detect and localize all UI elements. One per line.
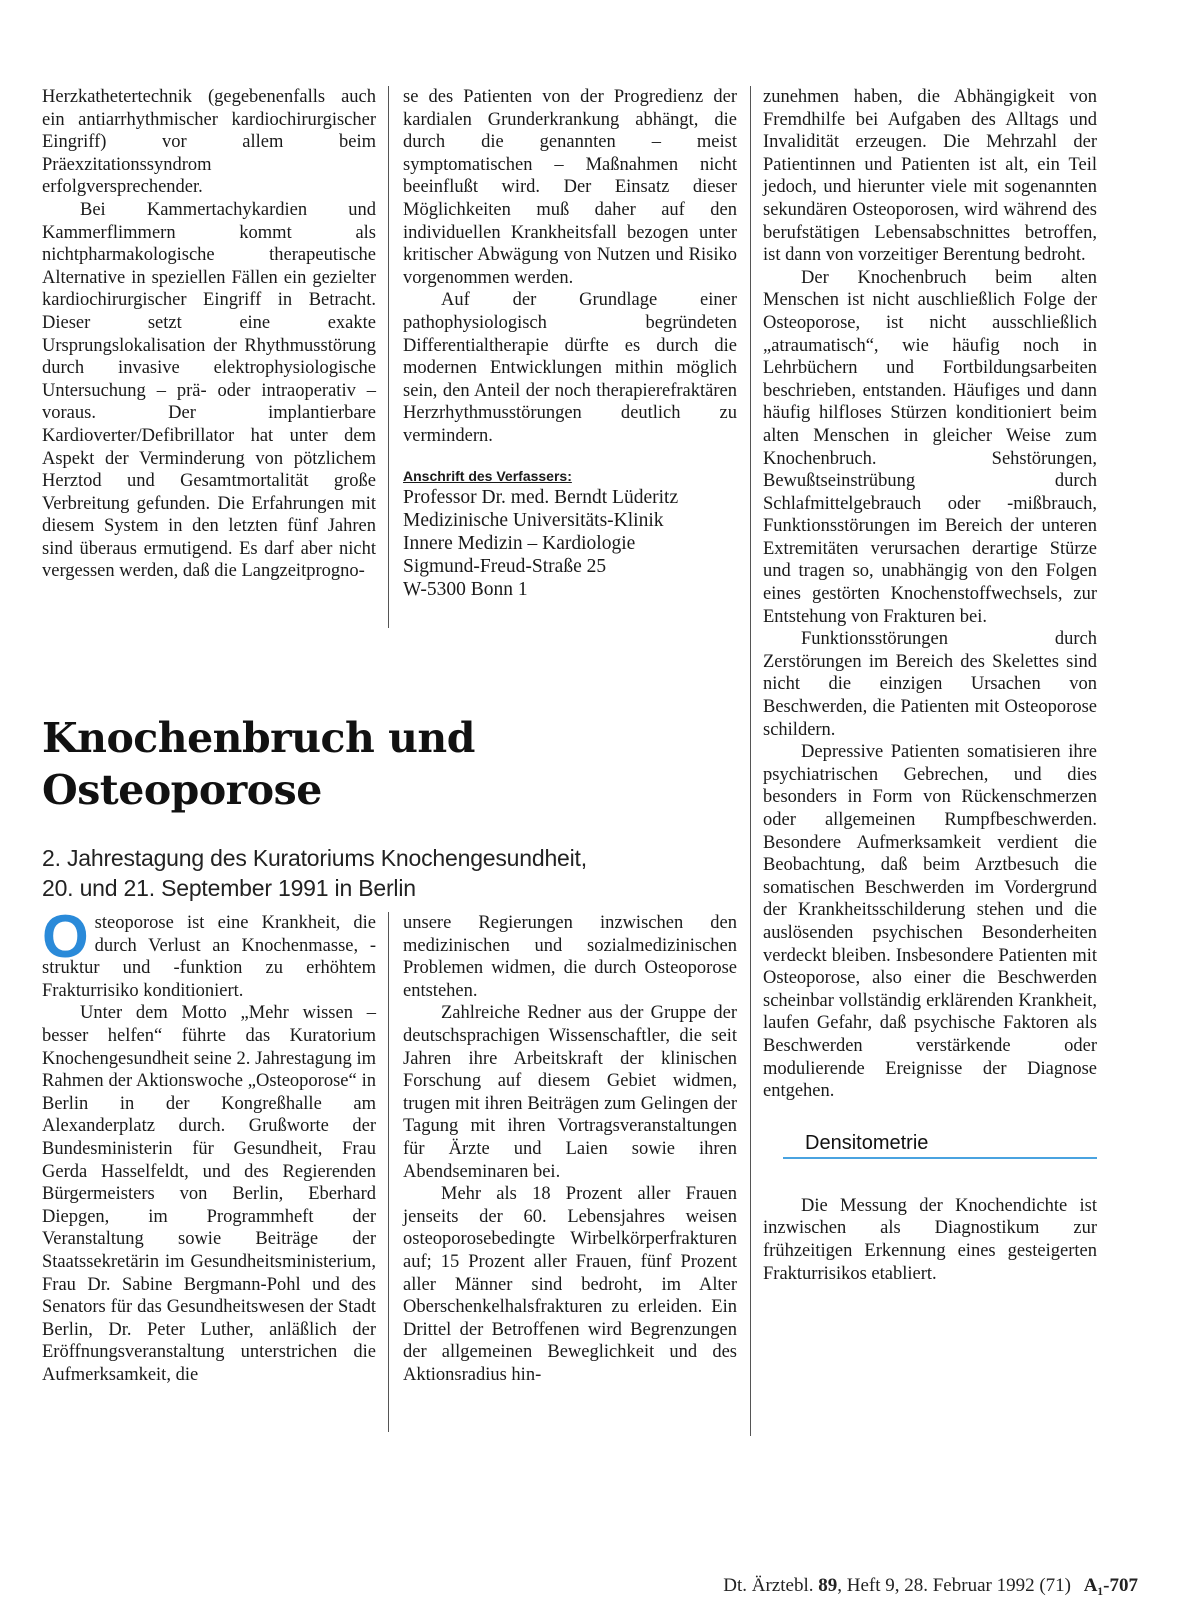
column-3 — [763, 86, 1097, 1285]
paragraph: Unter dem Motto „Mehr wissen – besser helfen“ führte das Kuratorium Knochengesundheit seine 2. Jahrestagung im Rahmen der Aktionswoche „Osteoporose“ in Berlin in der Kongreßhalle am Alexanderplatz durch. Grußworte der Bundesministerin für Gesundheit, Frau Gerda Hasselfeldt, und des Regierenden Bürgermeisters von Berlin, Eberhard Diepgen, im Programmheft der Veranstaltung sowie Beiträge der Staatssekretärin im Gesundheitsministerium, Frau Dr. Sabine Bergmann-Pohl und des Senators für das Gesundheitswesen der Stadt Berlin, Dr. Peter Luther, anläßlich der Eröffnungsveranstaltung unterstrichen die Aufmerksamkeit, die — [42, 1003, 376, 1385]
column-rule — [388, 912, 389, 1432]
subheadline-line: 2. Jahrestagung des Kuratoriums Knochengesundheit, — [42, 845, 587, 871]
paragraph: zunehmen haben, die Abhängigkeit von Fremdhilfe bei Aufgaben des Alltags und Invalidität erzeugen. Die Mehrzahl der Patientinnen und Patienten ist alt, ein Teil jedoch, und hierunter viele mit sogenannten sekundären Osteoporosen, wird während des berufstätigen Lebensabschnittes betroffen, ist dann von vorzeitiger Berentung bedroht. — [763, 87, 1097, 266]
paragraph: Depressive Patienten somatisieren ihre psychiatrischen Gebrechen, und dies besonders in Form von Rückenschmerzen oder allgemeinen Rumpfbeschwerden. Besondere Aufmerksamkeit verdient die Beobachtung, daß beim Arztbesuch die somatischen Beschwerden im Vordergrund der Krankheitsschilderung stehen und die auslösenden psychischen Besonderheiten verdeckt bleiben. Insbesondere Patienten mit Osteoporose, also einer die Beschwerden scheinbar vollständig erklärenden Krankheit, laufen Gefahr, daß psychische Faktoren als Beschwerden verstärkende oder modulierende Ereignisse der Diagnose entgehen. — [763, 742, 1097, 1102]
column-2-top — [403, 86, 737, 601]
journal-volume: 89 — [818, 1575, 838, 1596]
column-1-bottom — [42, 903, 376, 1386]
journal-name: Dt. Ärztebl. — [723, 1575, 814, 1596]
paragraph: Herzkathetertechnik (gegebenenfalls auch ein antiarrhythmischer kardiochirurgischer Eingriff) vor allem beim Präexzitationssyndrom erfolgversprechender. — [42, 87, 376, 198]
author-address — [403, 466, 737, 601]
paragraph: Auf der Grundlage einer pathophysiologisch begründeten Differentialtherapie dürfte es durch die modernen Entwicklungen mithin möglich sein, den Anteil der noch therapierefraktären Herzrhythmusstörungen deutlich zu vermindern. — [403, 290, 737, 446]
headline-line: Osteoporose — [42, 766, 322, 814]
address-line: Sigmund-Freud-Straße 25 — [403, 555, 607, 577]
paragraph: se des Patienten von der Progredienz der kardialen Grunderkrankung abhängt, die durch die genannten – meist symptomatischen – Maßnahmen nicht beeinflußt wird. Der Einsatz dieser Möglichkeiten muß daher auf den individuellen Krankheitsfall bezogen unter kritischer Abwägung von Nutzen und Risiko vorgenommen werden. — [403, 87, 737, 288]
journal-issue: , Heft 9, 28. Februar 1992 (71) — [837, 1575, 1071, 1596]
headline-line: Knochenbruch und — [42, 714, 475, 762]
paragraph: Die Messung der Knochendichte ist inzwischen als Diagnostikum zur frühzeitigen Erkennung eines gesteigerten Frakturrisikos etabliert. — [763, 1195, 1097, 1284]
subheadline-line: 20. und 21. September 1991 in Berlin — [42, 875, 416, 901]
paragraph: unsere Regierungen inzwischen den medizinischen und sozialmedizinischen Problemen widmen, die durch Osteoporose entstehen. — [403, 913, 737, 1001]
paragraph: Bei Kammertachykardien und Kammerflimmern kommt als nichtpharmakologische therapeutische Alternative in speziellen Fällen ein gezielter kardiochirurgischer Eingriff in Betracht. Dieser setzt eine exakte Ursprungslokalisation der Rhythmusstörung durch invasive elektrophysiologische Untersuchung – prä- oder intraoperativ – voraus. Der implantierbare Kardioverter/Defibrillator hat unter dem Aspekt der Verminderung von pötzlichem Herztod und Gesamtmortalität große Verbreitung gefunden. Die Erfahrungen mit diesem System in den letzten fünf Jahren sind überaus ermutigend. Es darf aber nicht vergessen werden, daß die Langzeitprogno- — [42, 199, 376, 582]
article-subheadline — [42, 843, 587, 903]
column-1-top — [42, 86, 376, 583]
address-label: Anschrift des Verfassers: — [403, 467, 572, 484]
column-rule — [388, 86, 389, 628]
paragraph: Zahlreiche Redner aus der Gruppe der deutschsprachigen Wissenschaftler, die seit Jahren ihre Arbeitskraft der klinischen Forschung auf diesem Gebiet widmen, trugen mit ihren Beiträgen zum Gelingen der Tagung mit ihren Vortragsveranstaltungen für Ärzte und Laien sowie ihren Abendseminaren bei. — [403, 1003, 737, 1182]
page-number: A₁-707 — [1083, 1575, 1138, 1596]
article-headline — [42, 712, 475, 816]
paragraph: Mehr als 18 Prozent aller Frauen jenseits der 60. Lebensjahres weisen osteoporosebedingte Wirbelkörperfrakturen auf; 15 Prozent aller Frauen, fünf Prozent aller Männer sind bedroht, im Alter Oberschenkelhalsfrakturen zu erleiden. Ein Drittel der Betroffenen wird Begrenzungen der allgemeinen Beweglichkeit und des Aktionsradius hin- — [403, 1184, 737, 1385]
section-title: Densitometrie — [783, 1131, 1097, 1159]
drop-cap: O — [42, 903, 89, 970]
address-line: Professor Dr. med. Berndt Lüderitz — [403, 486, 679, 508]
page-footer — [723, 1575, 1138, 1597]
paragraph: Funktionsstörungen durch Zerstörungen im Bereich des Skelettes sind nicht die einzigen Ursachen von Beschwerden, die Patienten mit Osteoporose schildern. — [763, 629, 1097, 740]
paragraph — [42, 903, 376, 1002]
address-line: Innere Medizin – Kardiologie — [403, 532, 636, 554]
column-rule — [750, 86, 751, 1436]
address-line: Medizinische Universitäts-Klinik — [403, 509, 664, 531]
column-2-bottom — [403, 912, 737, 1386]
paragraph: Der Knochenbruch beim alten Menschen ist nicht auschließlich Folge der Osteoporose, ist nicht ausschließlich „atraumatisch“, wie häufig noch in Lehrbüchern und Fortbildungsarbeiten beschrieben, entstanden. Häufiges und dann häufig hilfloses Stürzen konditioniert beim alten Menschen in gleicher Weise zum Knochenbruch. Sehstörungen, Bewußtseinstrübung durch Schlafmittelgebrauch oder -mißbrauch, Funktionsstörungen im Bereich der unteren Extremitäten verursachen derartige Stürze und tragen so, unabhängig von den Folgen eines gestörten Knochenstoffwechsels, zur Entstehung von Frakturen bei. — [763, 267, 1097, 627]
address-line: W-5300 Bonn 1 — [403, 578, 528, 600]
paragraph-text: steoporose ist eine Krankheit, die durch Verlust an Knochenmasse, -struktur und -funktion zu erhöhtem Frakturrisiko konditioniert. — [42, 913, 376, 1001]
